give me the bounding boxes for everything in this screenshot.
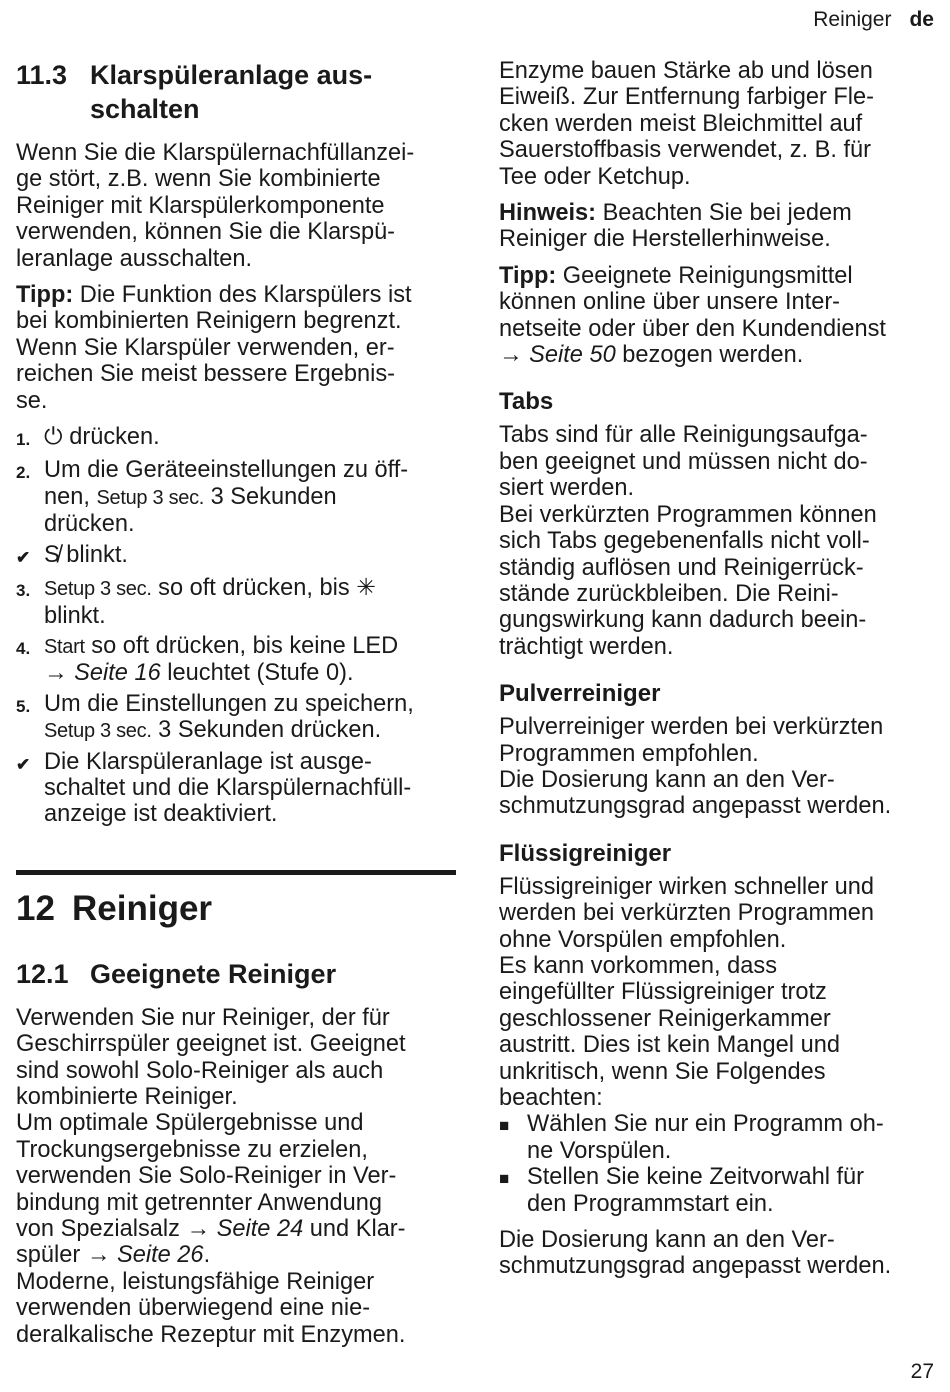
text-line: gungswirkung kann dadurch beein- bbox=[499, 607, 867, 634]
section-heading-11-3 bbox=[16, 58, 456, 126]
paragraph-intro bbox=[16, 140, 456, 272]
text-line: Trockungsergebnisse zu erzielen, bbox=[16, 1136, 368, 1163]
text-line: verwenden überwiegend eine nie- bbox=[16, 1295, 371, 1322]
heading-line: schalten bbox=[90, 94, 200, 124]
text-line bbox=[44, 484, 456, 511]
step-3 bbox=[16, 575, 456, 629]
text-line: schmutzungsgrad angepasst werden. bbox=[499, 1253, 892, 1280]
tip-label: Tipp: bbox=[16, 282, 74, 309]
paragraph-suitable-detergents bbox=[16, 1005, 456, 1348]
text-line: Stellen Sie keine Zeitvorwahl für bbox=[527, 1164, 865, 1191]
chapter-divider bbox=[16, 870, 456, 875]
text-line: Tabs sind für alle Reinigungsaufga- bbox=[499, 422, 868, 449]
text-line bbox=[44, 660, 456, 686]
text-line: schmutzungsgrad angepasst werden. bbox=[499, 793, 892, 820]
text-line bbox=[499, 263, 939, 289]
heading-line: Klarspüleranlage aus- bbox=[90, 60, 373, 90]
text-line: netseite oder über den Kundendienst bbox=[499, 315, 886, 342]
step-text: so oft drücken, bis bbox=[151, 575, 357, 602]
paragraph-dosage bbox=[499, 1227, 939, 1280]
hint-label: Hinweis: bbox=[499, 200, 597, 227]
page-reference-link[interactable]: Seite 26 bbox=[110, 1242, 204, 1269]
power-icon: ⏻ bbox=[44, 424, 63, 451]
text-line: Programmen empfohlen. bbox=[499, 740, 759, 767]
step-number: 3. bbox=[16, 581, 31, 601]
step-body bbox=[44, 691, 456, 745]
heading-liquid-detergent: Flüssigreiniger bbox=[499, 839, 672, 867]
text-line: unkritisch, wenn Sie Folgendes bbox=[499, 1058, 826, 1085]
text-fragment: . bbox=[203, 1242, 211, 1269]
text-line: ohne Vorspülen empfohlen. bbox=[499, 926, 787, 953]
result-1 bbox=[16, 542, 456, 571]
list-item-text bbox=[527, 1111, 884, 1164]
text-fragment: spüler bbox=[16, 1242, 87, 1269]
heading-number: 12.1 bbox=[16, 958, 69, 989]
paragraph-powder-detergent bbox=[499, 714, 939, 820]
arrow-right-icon: → bbox=[86, 1242, 111, 1269]
tip-text: Geeignete Reinigungsmittel bbox=[556, 262, 853, 289]
text-line: Um die Geräteeinstellungen zu öff- bbox=[44, 457, 409, 484]
right-column bbox=[499, 58, 939, 1290]
heading-tabs: Tabs bbox=[499, 388, 554, 416]
text-line: Eiweiß. Zur Entfernung farbiger Fle- bbox=[499, 84, 875, 111]
rinse-aid-icon: S̸ bbox=[44, 541, 60, 568]
text-line: blinkt. bbox=[44, 602, 106, 629]
text-line: stände zurückbleiben. Die Reini- bbox=[499, 580, 839, 607]
text-line: Pulverreiniger werden bei verkürzten bbox=[499, 714, 884, 741]
text-line: leranlage ausschalten. bbox=[16, 245, 253, 272]
header-section: Reiniger bbox=[813, 8, 892, 31]
text-line: Es kann vorkommen, dass bbox=[499, 952, 777, 979]
text-line: Um optimale Spülergebnisse und bbox=[16, 1110, 364, 1137]
heading-title bbox=[90, 58, 372, 126]
text-line: Flüssigreiniger wirken schneller und bbox=[499, 873, 875, 900]
left-column bbox=[16, 58, 456, 1358]
text-line: werden bei verkürzten Programmen bbox=[499, 900, 875, 927]
step-body bbox=[44, 424, 456, 453]
text-line: Wenn Sie die Klarspülernachfüllanzei- bbox=[16, 140, 415, 166]
text-line: Geschirrspüler geeignet ist. Geeignet bbox=[16, 1031, 406, 1058]
step-text: drücken. bbox=[62, 424, 160, 451]
text-line bbox=[499, 200, 939, 226]
page-number: 27 bbox=[910, 1360, 934, 1383]
step-body bbox=[44, 575, 456, 629]
chapter-heading-12 bbox=[16, 887, 456, 931]
list-item-text bbox=[527, 1164, 864, 1217]
text-line: Enzyme bauen Stärke ab und lösen bbox=[499, 58, 873, 84]
text-line: Reiniger die Herstellerhinweise. bbox=[499, 226, 831, 253]
text-line: siert werden. bbox=[499, 475, 635, 502]
check-icon: ✔ bbox=[16, 754, 31, 774]
text-line bbox=[44, 717, 456, 744]
text-line: schaltet und die Klarspülernachfüll- bbox=[44, 774, 412, 801]
text-line: ne Vorspülen. bbox=[527, 1137, 672, 1164]
step-text: leuchtet (Stufe 0). bbox=[160, 660, 354, 687]
text-line: Um die Einstellungen zu speichern, bbox=[44, 690, 414, 717]
text-line: verwenden, können Sie die Klarspü- bbox=[16, 219, 396, 246]
step-number: 4. bbox=[16, 638, 31, 658]
check-icon: ✔ bbox=[16, 547, 31, 567]
step-body bbox=[44, 749, 456, 828]
running-header bbox=[813, 8, 934, 32]
square-bullet-icon: ■ bbox=[499, 1169, 510, 1189]
paragraph-enzymes bbox=[499, 58, 939, 190]
arrow-right-icon: → bbox=[499, 342, 523, 369]
list-item bbox=[499, 1164, 939, 1217]
text-line: den Programmstart ein. bbox=[527, 1190, 774, 1217]
step-text: so oft drücken, bis keine LED bbox=[84, 632, 399, 659]
step-5 bbox=[16, 691, 456, 745]
text-fragment: und Klar- bbox=[303, 1216, 406, 1242]
tip-text: Die Funktion des Klarspülers ist bbox=[73, 282, 412, 309]
step-1 bbox=[16, 424, 456, 453]
tip-paragraph bbox=[499, 263, 939, 369]
text-line: Wählen Sie nur ein Programm oh- bbox=[527, 1111, 884, 1138]
text-line: beachten: bbox=[499, 1085, 603, 1111]
text-line: verwenden Sie Solo-Reiniger in Ver- bbox=[16, 1163, 397, 1190]
text-line bbox=[44, 575, 456, 602]
text-line: eingefüllter Flüssigreiniger trotz bbox=[499, 979, 827, 1006]
text-line: Die Klarspüleranlage ist ausge- bbox=[44, 748, 372, 775]
step-text: 3 Sekunden bbox=[204, 483, 337, 510]
heading-powder-detergent: Pulverreiniger bbox=[499, 680, 661, 708]
step-2 bbox=[16, 457, 456, 537]
text-line: ben geeignet und müssen nicht do- bbox=[499, 448, 868, 475]
text-line: ge stört, z.B. wenn Sie kombinierte bbox=[16, 166, 381, 193]
paragraph-tabs bbox=[499, 422, 939, 660]
setup-button-label: Setup 3 sec. bbox=[44, 720, 152, 743]
text-line bbox=[16, 1216, 456, 1242]
text-line: Die Dosierung kann an den Ver- bbox=[499, 766, 835, 793]
text-line: können online über unsere Inter- bbox=[499, 289, 841, 316]
sparkle-icon: ✳ bbox=[356, 575, 376, 602]
text-fragment: bezogen werden. bbox=[615, 342, 804, 369]
text-line: sich Tabs gegebenenfalls nicht voll- bbox=[499, 528, 870, 555]
text-line bbox=[44, 633, 456, 660]
page-reference-link[interactable]: Seite 50 bbox=[522, 342, 616, 369]
step-number: 2. bbox=[16, 463, 31, 483]
page-reference-link[interactable]: Seite 16 bbox=[67, 660, 161, 687]
paragraph-liquid-detergent bbox=[499, 874, 939, 1112]
step-number: 1. bbox=[16, 430, 31, 450]
heading-number: 12 bbox=[16, 888, 55, 928]
heading-title: Reiniger bbox=[72, 888, 213, 928]
text-line: bindung mit getrennter Anwendung bbox=[16, 1189, 382, 1216]
text-line: drücken. bbox=[44, 511, 135, 538]
tip-label: Tipp: bbox=[499, 262, 557, 289]
text-line: Verwenden Sie nur Reiniger, der für bbox=[16, 1004, 390, 1031]
text-fragment: von Spezialsalz bbox=[16, 1216, 187, 1242]
step-body bbox=[44, 457, 456, 537]
text-line: sind sowohl Solo-Reiniger als auch bbox=[16, 1057, 384, 1084]
hint-paragraph bbox=[499, 200, 939, 253]
list-item bbox=[499, 1111, 939, 1164]
step-body bbox=[44, 633, 456, 687]
step-text: 3 Sekunden drücken. bbox=[151, 717, 382, 744]
hint-text: Beachten Sie bei jedem bbox=[596, 200, 852, 227]
square-bullet-icon: ■ bbox=[499, 1116, 510, 1136]
step-text: nen, bbox=[44, 483, 97, 510]
result-2 bbox=[16, 749, 456, 828]
step-4 bbox=[16, 633, 456, 687]
text-line: cken werden meist Bleichmittel auf bbox=[499, 110, 863, 137]
header-language: de bbox=[909, 8, 934, 31]
text-line: deralkalische Rezeptur mit Enzymen. bbox=[16, 1321, 406, 1348]
text-line: reichen Sie meist bessere Ergebnis- bbox=[16, 361, 395, 388]
page-reference-link[interactable]: Seite 24 bbox=[210, 1216, 304, 1242]
text-line: geschlossener Reinigerkammer bbox=[499, 1005, 831, 1032]
text-line: Moderne, leistungsfähige Reiniger bbox=[16, 1268, 375, 1295]
text-line: Wenn Sie Klarspüler verwenden, er- bbox=[16, 334, 395, 361]
text-line: bei kombinierten Reinigern begrenzt. bbox=[16, 308, 402, 335]
text-line: anzeige ist deaktiviert. bbox=[44, 801, 278, 828]
setup-button-label: Setup 3 sec. bbox=[44, 578, 152, 601]
step-number: 5. bbox=[16, 696, 31, 716]
step-text: blinkt. bbox=[59, 541, 128, 568]
text-line: Reiniger mit Klarspülerkomponente bbox=[16, 192, 385, 219]
step-body bbox=[44, 542, 456, 571]
text-line bbox=[499, 342, 939, 368]
heading-title: Geeignete Reiniger bbox=[90, 958, 337, 989]
text-line bbox=[16, 1242, 456, 1268]
text-line: ständig auflösen und Reinigerrück- bbox=[499, 554, 864, 581]
text-line: Bei verkürzten Programmen können bbox=[499, 501, 877, 528]
heading-number: 11.3 bbox=[16, 60, 68, 90]
text-line: kombinierte Reiniger. bbox=[16, 1083, 238, 1110]
setup-button-label: Setup 3 sec. bbox=[96, 486, 205, 509]
text-line bbox=[16, 282, 456, 308]
section-heading-12-1 bbox=[16, 957, 456, 991]
text-line: Tee oder Ketchup. bbox=[499, 163, 691, 190]
text-line: trächtigt werden. bbox=[499, 633, 674, 660]
text-line: se. bbox=[16, 387, 48, 414]
arrow-right-icon: → bbox=[44, 660, 68, 687]
text-line: austritt. Dies ist kein Mangel und bbox=[499, 1032, 840, 1059]
start-button-label: Start bbox=[44, 635, 85, 658]
text-line: Sauerstoffbasis verwendet, z. B. für bbox=[499, 137, 872, 164]
arrow-right-icon: → bbox=[186, 1216, 211, 1242]
tip-paragraph bbox=[16, 282, 456, 414]
text-line: Die Dosierung kann an den Ver- bbox=[499, 1227, 835, 1254]
